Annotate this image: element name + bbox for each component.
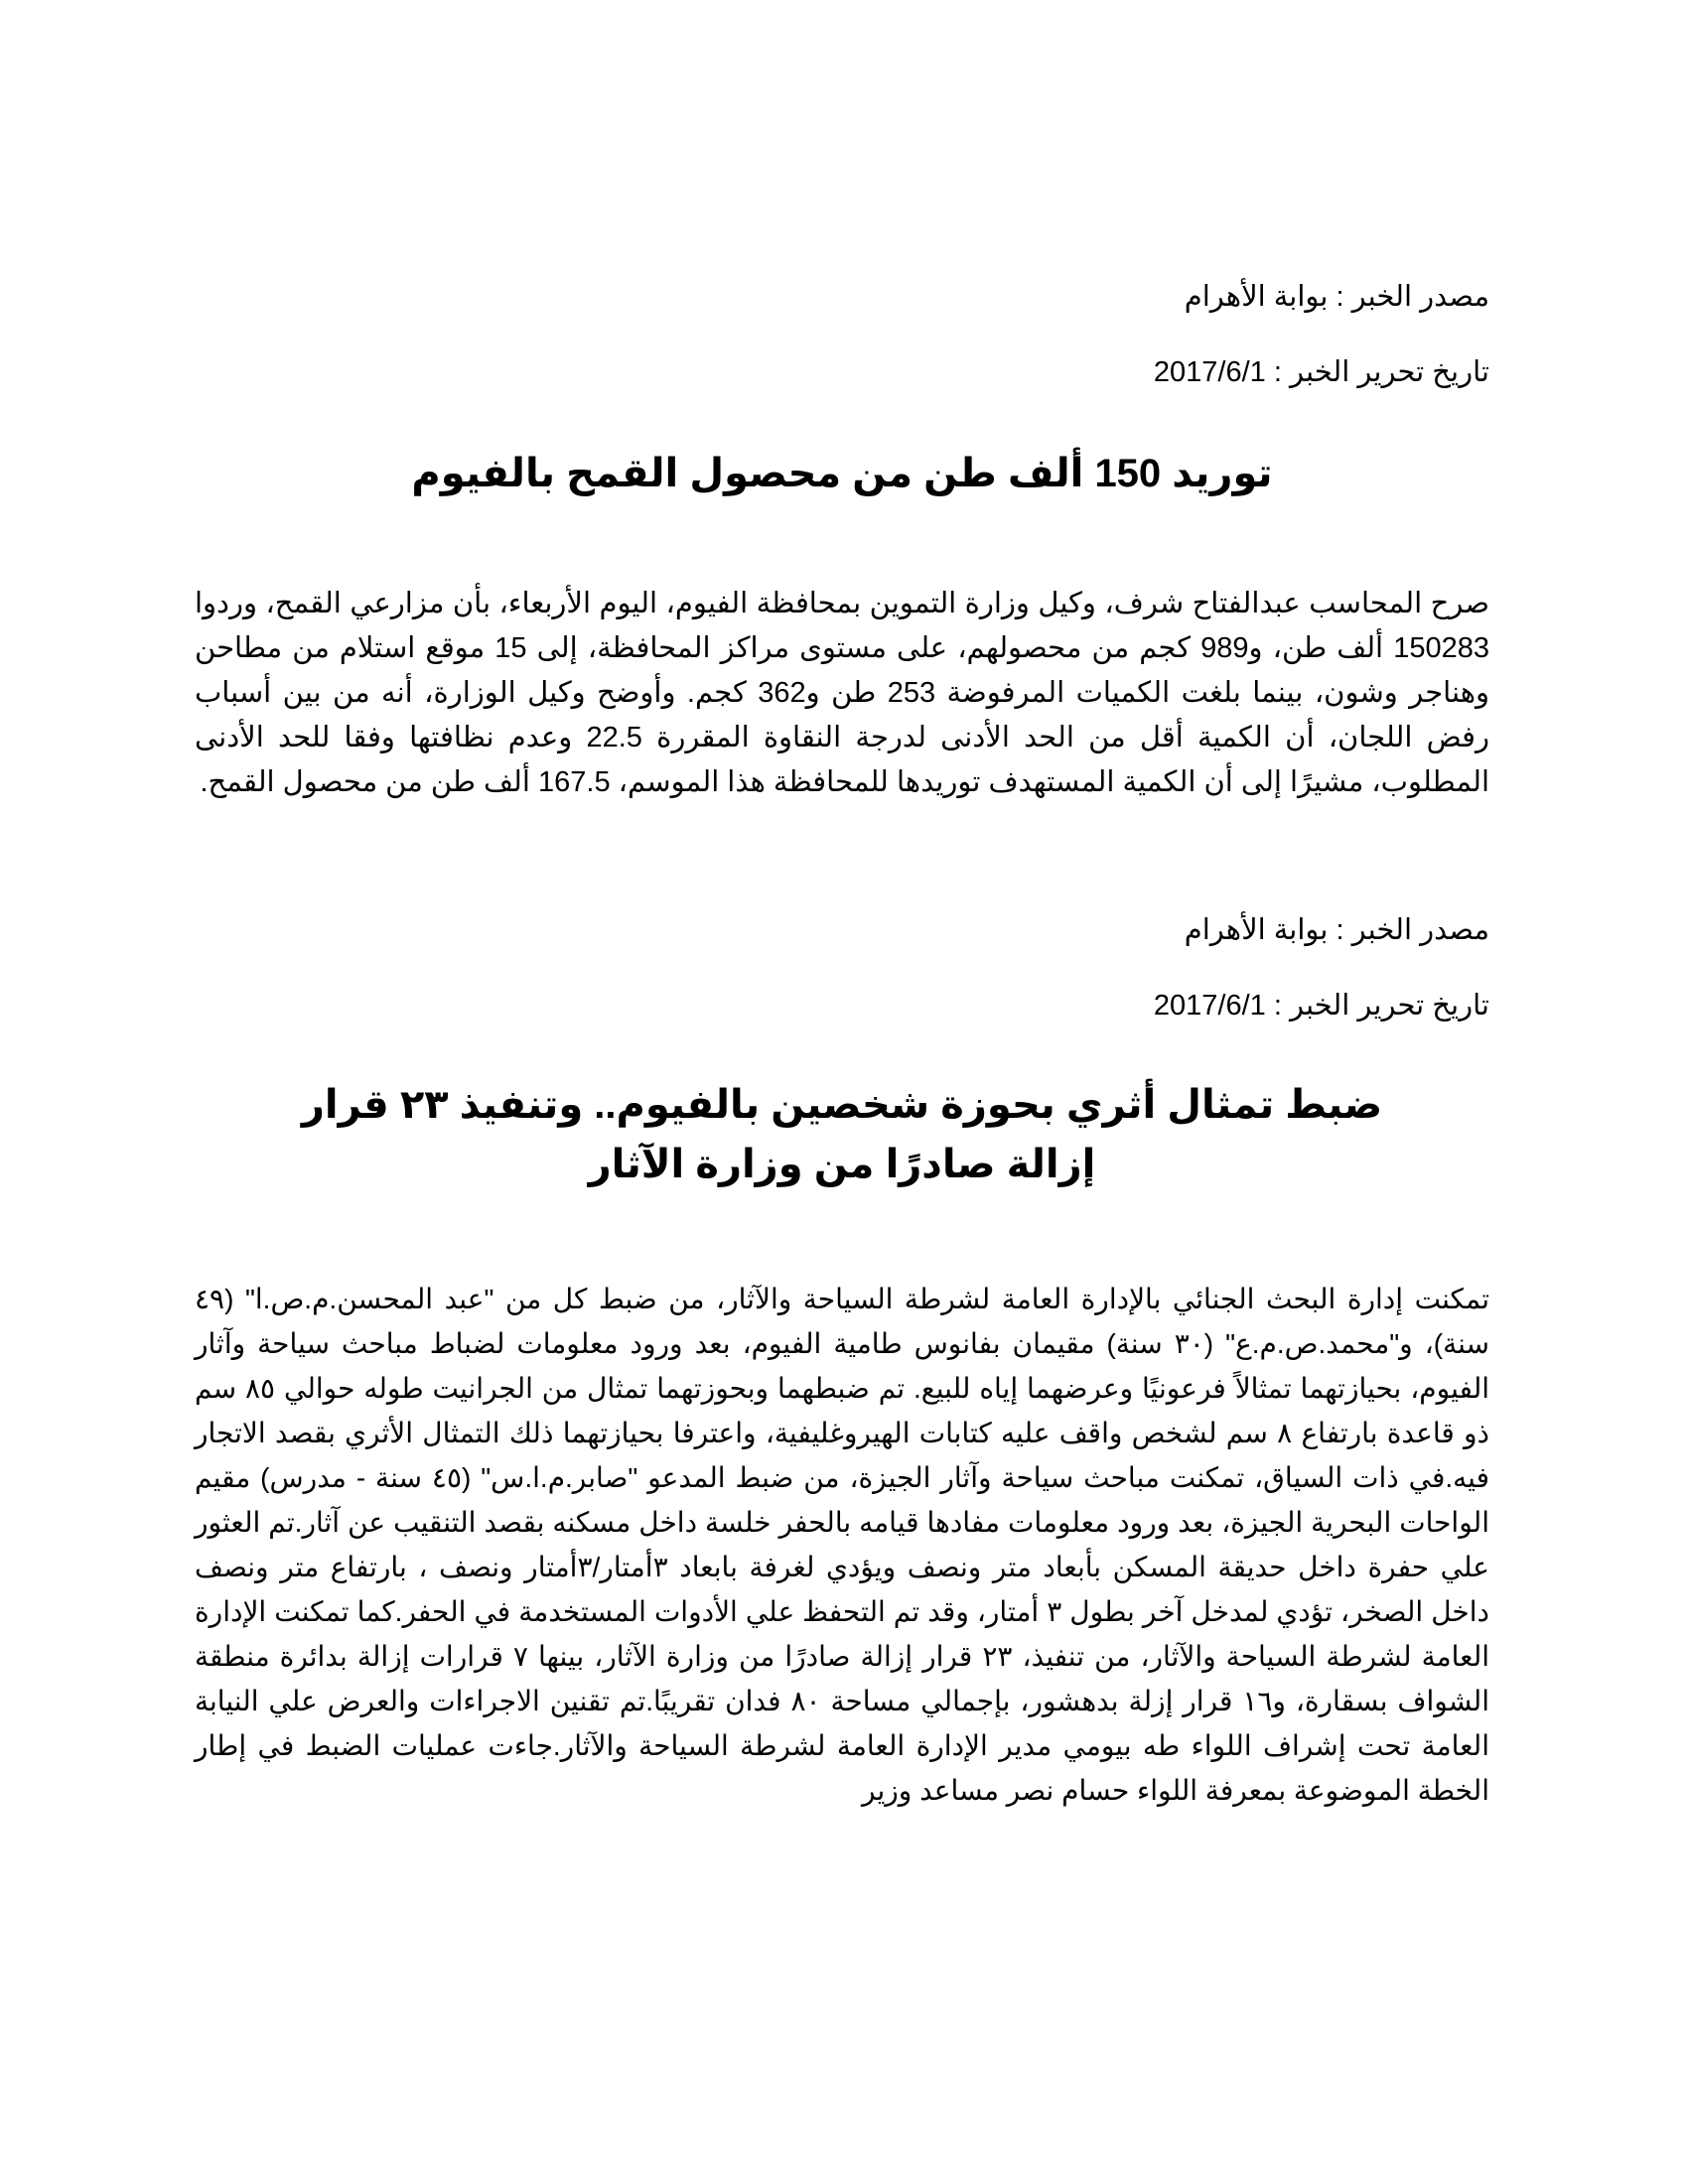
article-headline: ضبط تمثال أثري بحوزة شخصين بالفيوم.. وتنفيذ ٢٣ قرار إزالة صادرًا من وزارة الآثار <box>301 1083 1383 1186</box>
news-source-line: مصدر الخبر : بوابة الأهرام <box>1184 281 1489 313</box>
news-source-line: مصدر الخبر : بوابة الأهرام <box>1184 914 1489 946</box>
article-headline: توريد 150 ألف طن من محصول القمح بالفيوم <box>411 452 1273 495</box>
news-date-line: تاريخ تحرير الخبر : 2017/6/1 <box>1153 990 1489 1022</box>
news-date-line: تاريخ تحرير الخبر : 2017/6/1 <box>1153 356 1489 388</box>
article-body: صرح المحاسب عبدالفتاح شرف، وكيل وزارة التموين بمحافظة الفيوم، اليوم الأربعاء، بأن مزارعي القمح، وردوا 150283 ألف طن، و989 كجم من محصولهم، على مستوى مراكز المحافظة، إلى 15 موقع استلام من مطاحن وهناجر وشون، بينما بلغت الكميات المرفوضة 253 طن و362 كجم. وأوضح وكيل الوزارة، أنه من بين أسباب رفض اللجان، أن الكمية أقل من الحد الأدنى لدرجة النقاوة المقررة 22.5 وعدم نظافتها وفقا للحد الأدنى المطلوب، مشيرًا إلى أن الكمية المستهدف توريدها للمحافظة هذا الموسم، 167.5 ألف طن من محصول القمح. <box>195 588 1490 798</box>
document-page <box>195 0 1489 2184</box>
article-body: تمكنت إدارة البحث الجنائي بالإدارة العامة لشرطة السياحة والآثار، من ضبط كل من "عبد المحسن.م.ص.ا" (٤٩ سنة)، و"محمد.ص.م.ع" (٣٠ سنة) مقيمان بفانوس طامية الفيوم، بعد ورود معلومات لضباط مباحث سياحة وآثار الفيوم، بحيازتهما تمثالاً فرعونيًا وعرضهما إياه للبيع. تم ضبطهما وبحوزتهما تمثال من الجرانيت طوله حوالي ٨٥ سم ذو قاعدة بارتفاع ٨ سم لشخص واقف عليه كتابات الهيروغليفية، واعترفا بحيازتهما ذلك التمثال الأثري بقصد الاتجار فيه.في ذات السياق، تمكنت مباحث سياحة وآثار الجيزة، من ضبط المدعو "صابر.م.ا.س" (٤٥ سنة - مدرس) مقيم الواحات البحرية الجيزة، بعد ورود معلومات مفادها قيامه بالحفر خلسة داخل مسكنه بقصد التنقيب عن آثار.تم العثور علي حفرة داخل حديقة المسكن بأبعاد متر ونصف ويؤدي لغرفة بابعاد ٣أمتار/٣أمتار ونصف ، بارتفاع متر ونصف داخل الصخر، تؤدي لمدخل آخر بطول ٣ أمتار، وقد تم التحفظ علي الأدوات المستخدمة في الحفر.كما تمكنت الإدارة العامة لشرطة السياحة والآثار، من تنفيذ، ٢٣ قرار إزالة صادرًا من وزارة الآثار، بينها ٧ قرارات إزالة بدائرة منطقة الشواف بسقارة، و١٦ قرار إزلة بدهشور، بإجمالي مساحة ٨٠ فدان تقريبًا.تم تقنين الاجراءات والعرض علي النيابة العامة تحت إشراف اللواء طه بيومي مدير الإدارة العامة لشرطة السياحة والآثار.جاءت عمليات الضبط في إطار الخطة الموضوعة بمعرفة اللواء حسام نصر مساعد وزير <box>195 1284 1490 1806</box>
